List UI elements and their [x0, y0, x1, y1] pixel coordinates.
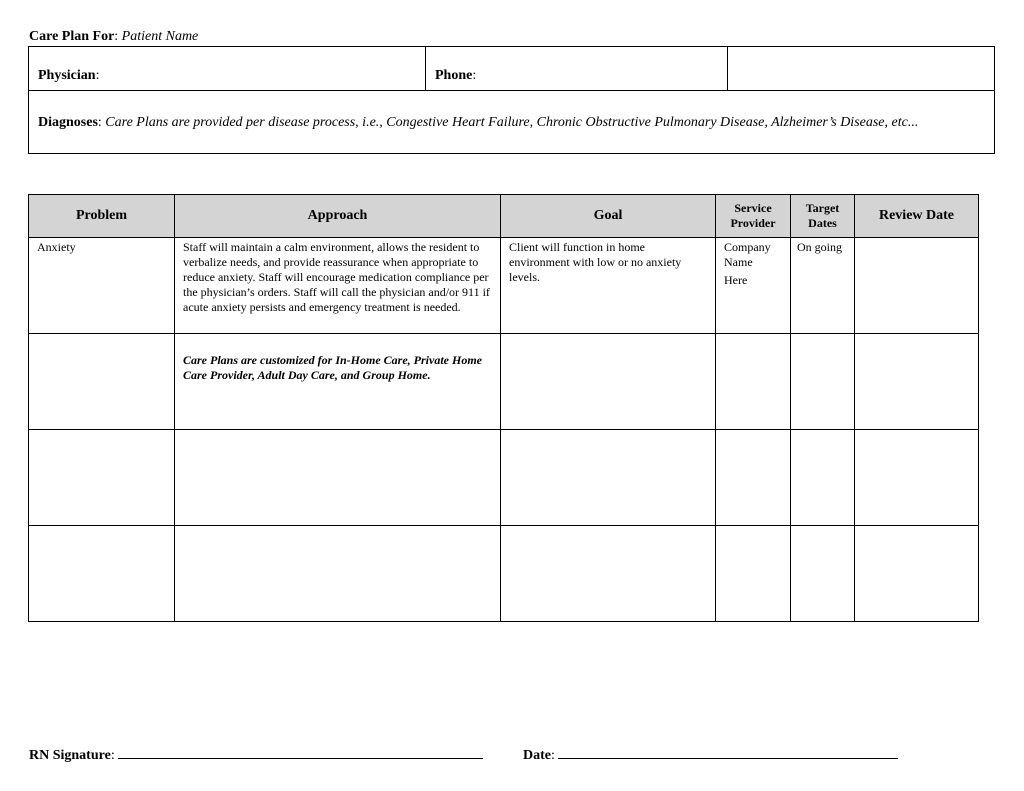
rn-signature-line[interactable] — [118, 744, 483, 759]
date-label: Date — [523, 748, 551, 763]
target-cell[interactable] — [791, 526, 855, 622]
table-row — [29, 334, 979, 430]
table-row — [29, 430, 979, 526]
provider-cell[interactable] — [716, 334, 791, 430]
care-plan-label: Care Plan For — [29, 29, 115, 44]
provider-cell[interactable] — [716, 430, 791, 526]
goal-cell[interactable] — [501, 430, 716, 526]
diagnoses-text: Care Plans are provided per disease process, i.e., Congestive Heart Failure, Chronic Obstructive Pulmonary Disease, Alzheimer’s Disease, etc... — [105, 115, 919, 130]
patient-info-box — [28, 46, 995, 154]
header-approach: Approach — [175, 195, 501, 238]
table-header-row — [29, 195, 979, 238]
provider-company-name: Company Name — [724, 240, 771, 269]
problem-cell[interactable]: Anxiety — [29, 238, 175, 334]
phone-label: Phone — [435, 68, 473, 83]
header-target-dates: Target Dates — [791, 195, 855, 238]
provider-cell[interactable] — [716, 238, 791, 334]
header-goal: Goal — [501, 195, 716, 238]
target-cell[interactable] — [791, 430, 855, 526]
date-signature: Date: — [523, 744, 898, 764]
header-service-provider: Service Provider — [716, 195, 791, 238]
care-plan-title: Care Plan For: Patient Name — [29, 29, 199, 44]
goal-cell[interactable]: Client will function in home environment with low or no anxiety levels. — [501, 238, 716, 334]
diagnoses-section[interactable]: Diagnoses: Care Plans are provided per disease process, i.e., Congestive Heart Failure, Chronic Obstructive Pulmonary Disease, Alzheimer’s Disease, etc... — [38, 115, 919, 130]
date-line[interactable] — [558, 744, 898, 759]
approach-cell[interactable] — [175, 526, 501, 622]
problem-cell[interactable] — [29, 430, 175, 526]
header-problem: Problem — [29, 195, 175, 238]
provider-cell[interactable] — [716, 526, 791, 622]
provider-here: Here — [724, 273, 748, 287]
target-cell[interactable] — [791, 334, 855, 430]
target-cell[interactable]: On going — [791, 238, 855, 334]
care-plan-table — [28, 194, 979, 622]
table-row — [29, 526, 979, 622]
patient-name-field[interactable]: Patient Name — [121, 29, 199, 44]
customization-note: Care Plans are customized for In-Home Care, Private Home Care Provider, Adult Day Care, and Group Home. — [183, 353, 482, 382]
review-cell[interactable] — [855, 430, 979, 526]
goal-cell[interactable] — [501, 526, 716, 622]
rn-signature-label: RN Signature — [29, 748, 111, 763]
review-cell[interactable] — [855, 238, 979, 334]
header-review-date: Review Date — [855, 195, 979, 238]
review-cell[interactable] — [855, 526, 979, 622]
problem-cell[interactable] — [29, 334, 175, 430]
rn-signature: RN Signature: — [29, 744, 483, 764]
problem-cell[interactable] — [29, 526, 175, 622]
blank-contact-cell[interactable] — [728, 47, 994, 90]
contact-row — [29, 47, 994, 91]
physician-label: Physician — [38, 68, 96, 83]
approach-cell[interactable] — [175, 334, 501, 430]
goal-cell[interactable] — [501, 334, 716, 430]
approach-cell[interactable]: Staff will maintain a calm environment, allows the resident to verbalize needs, and provide reassurance when appropriate to reduce anxiety. Staff will encourage medication compliance per the physician’s orders. Staff will call the physician and/or 911 if acute anxiety persists and emergency treatment is needed. — [175, 238, 501, 334]
phone-cell[interactable]: Phone: — [426, 47, 728, 90]
physician-cell[interactable]: Physician: — [29, 47, 426, 90]
approach-cell[interactable] — [175, 430, 501, 526]
diagnoses-label: Diagnoses — [38, 115, 98, 130]
review-cell[interactable] — [855, 334, 979, 430]
table-row — [29, 238, 979, 334]
